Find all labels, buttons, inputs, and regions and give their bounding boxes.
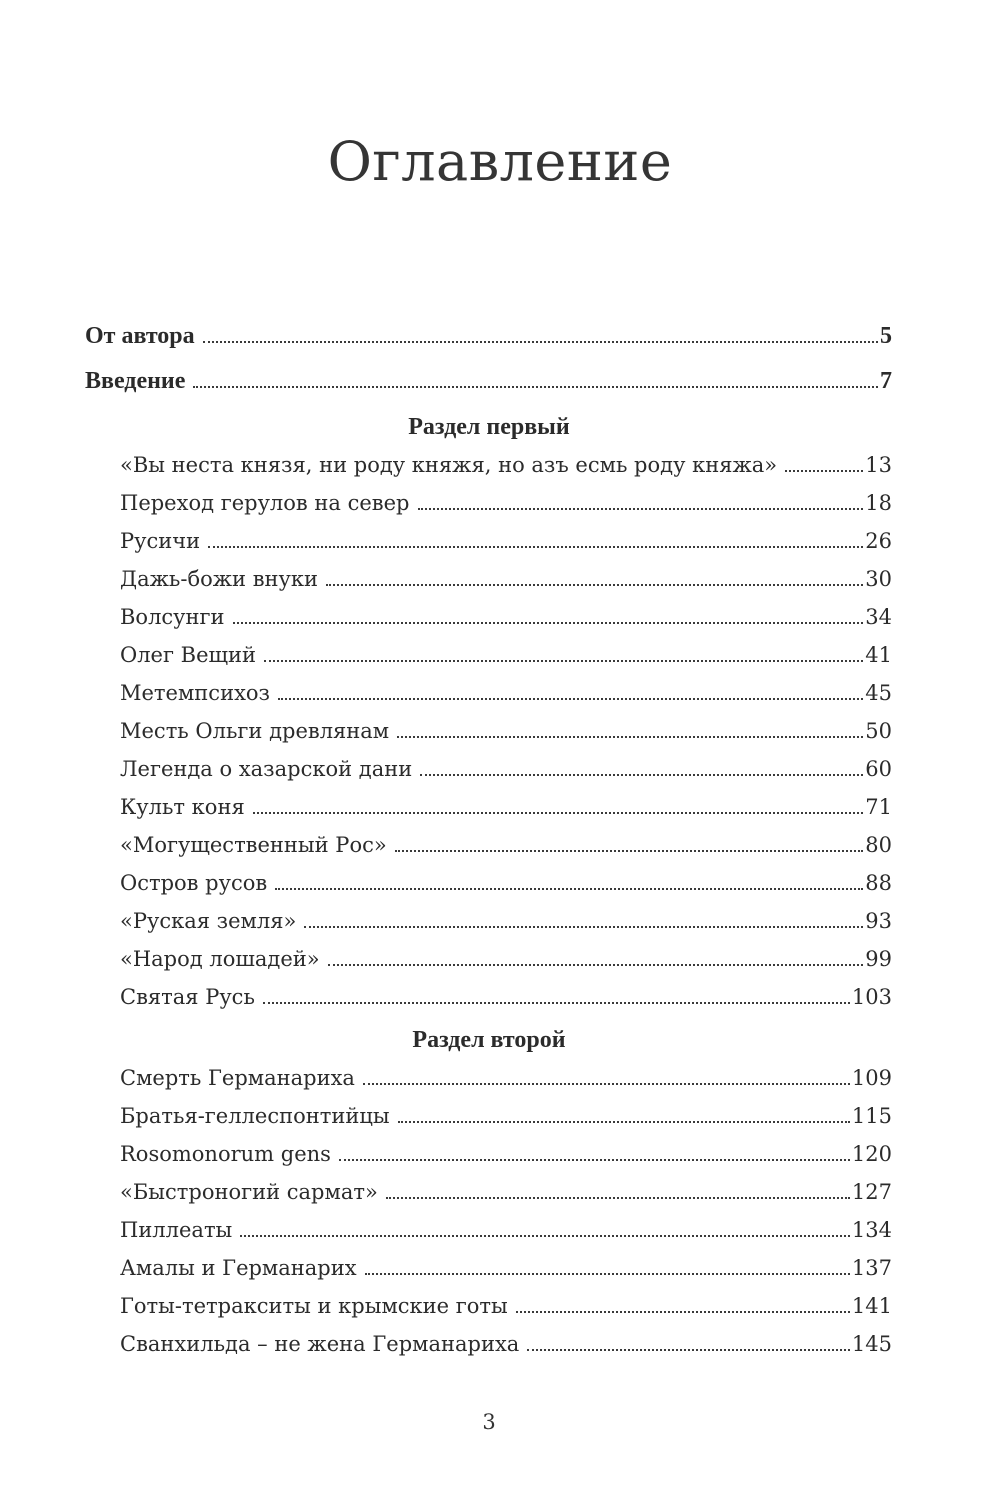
toc-leader-dots [304, 926, 863, 928]
toc-entry-page: 34 [865, 605, 892, 629]
toc-entry-page: 18 [865, 491, 892, 515]
toc-entry-page: 137 [851, 1256, 892, 1280]
toc-entry[interactable] [120, 675, 892, 711]
toc-entry[interactable] [120, 789, 892, 825]
toc-entry[interactable] [120, 1098, 892, 1134]
toc-entry[interactable] [120, 447, 892, 483]
toc-entry[interactable] [120, 1250, 892, 1286]
toc-entry-page: 13 [865, 453, 892, 477]
section-heading-first: Раздел первый [408, 414, 570, 440]
toc-leader-dots [193, 386, 878, 388]
toc-leader-dots [363, 1083, 850, 1085]
toc-entry[interactable] [120, 903, 892, 939]
toc-entry[interactable] [120, 1060, 892, 1096]
toc-leader-dots [339, 1159, 850, 1161]
toc-entry-page: 93 [865, 909, 892, 933]
toc-entry-title: «Народ лошадей» [120, 947, 320, 971]
toc-leader-dots [240, 1235, 850, 1237]
toc-leader-dots [203, 341, 878, 343]
toc-entry[interactable] [120, 561, 892, 597]
toc-entry-page: 50 [865, 719, 892, 743]
toc-entry-title: Дажь-божи внуки [120, 567, 319, 591]
toc-entry-from-author[interactable] [85, 318, 892, 354]
toc-entry-title: Легенда о хазарской дани [120, 757, 413, 781]
toc-entry-page: 80 [865, 833, 892, 857]
toc-entry-title: Культ коня [120, 795, 245, 819]
toc-entry-page: 127 [851, 1180, 892, 1204]
toc-leader-dots [263, 1002, 850, 1004]
toc-entry-page: 145 [851, 1332, 892, 1356]
toc-entry-title: Метемпсихоз [120, 681, 271, 705]
toc-leader-dots [208, 546, 863, 548]
toc-entry-page: 60 [865, 757, 892, 781]
toc-entry[interactable] [120, 827, 892, 863]
toc-leader-dots [328, 964, 864, 966]
toc-entry[interactable] [120, 1326, 892, 1362]
toc-entry-page: 109 [851, 1066, 892, 1090]
toc-entry-page: 99 [865, 947, 892, 971]
toc-leader-dots [527, 1349, 850, 1351]
toc-entry-page: 7 [880, 368, 892, 394]
toc-leader-dots [386, 1197, 850, 1199]
toc-leader-dots [365, 1273, 850, 1275]
toc-entry-page: 30 [865, 567, 892, 591]
toc-entry-page: 45 [865, 681, 892, 705]
toc-entry-introduction[interactable] [85, 363, 892, 399]
toc-leader-dots [233, 622, 864, 624]
page-number: 3 [482, 1410, 496, 1434]
toc-entry-title: «Быстроногий сармат» [120, 1180, 378, 1204]
toc-entry-title: «Вы неста князя, ни роду княжя, но азъ есмь роду княжа» [120, 453, 778, 477]
toc-entry-title: От автора [85, 323, 195, 349]
toc-entry[interactable] [120, 865, 892, 901]
toc-entry-page: 88 [865, 871, 892, 895]
toc-entry-title: Готы-тетракситы и крымские готы [120, 1294, 508, 1318]
toc-leader-dots [264, 660, 863, 662]
toc-entry-title: Пиллеаты [120, 1218, 233, 1242]
toc-entry-page: 115 [851, 1104, 892, 1128]
toc-entry[interactable] [120, 1174, 892, 1210]
toc-entry-title: Братья-геллеспонтийцы [120, 1104, 390, 1128]
toc-leader-dots [275, 888, 863, 890]
page-title: Оглавление [327, 130, 673, 193]
toc-entry-page: 103 [851, 985, 892, 1009]
toc-entry[interactable] [120, 1288, 892, 1324]
toc-leader-dots [278, 698, 863, 700]
toc-entry-title: Олег Вещий [120, 643, 257, 667]
toc-leader-dots [420, 774, 863, 776]
toc-leader-dots [785, 470, 863, 472]
toc-entry-title: Остров русов [120, 871, 268, 895]
toc-entry-title: Rosomonorum gens [120, 1142, 331, 1166]
toc-entry-title: Русичи [120, 529, 201, 553]
toc-leader-dots [395, 850, 864, 852]
toc-entry[interactable] [120, 713, 892, 749]
toc-entry[interactable] [120, 523, 892, 559]
toc-entry[interactable] [120, 637, 892, 673]
toc-entry-title: Месть Ольги древлянам [120, 719, 390, 743]
toc-leader-dots [418, 508, 864, 510]
toc-entry-title: «Руская земля» [120, 909, 297, 933]
toc-entry-page: 5 [880, 323, 892, 349]
toc-entry-page: 71 [865, 795, 892, 819]
toc-entry-page: 134 [851, 1218, 892, 1242]
toc-entry[interactable] [120, 599, 892, 635]
toc-entry-title: Святая Русь [120, 985, 255, 1009]
toc-entry[interactable] [120, 751, 892, 787]
toc-entry-title: Волсунги [120, 605, 225, 629]
toc-leader-dots [398, 1121, 850, 1123]
toc-entry-title: Смерть Германариха [120, 1066, 355, 1090]
toc-entry[interactable] [120, 485, 892, 521]
toc-entry-page: 26 [865, 529, 892, 553]
toc-leader-dots [516, 1311, 850, 1313]
toc-entry-title: Сванхильда – не жена Германариха [120, 1332, 520, 1356]
toc-entry-page: 41 [865, 643, 892, 667]
toc-entry[interactable] [120, 979, 892, 1015]
toc-entry[interactable] [120, 1136, 892, 1172]
toc-entry-title: Амалы и Германарих [120, 1256, 357, 1280]
section-heading-second: Раздел второй [412, 1027, 566, 1053]
toc-entry-title: Введение [85, 368, 186, 394]
toc-entry-title: Переход герулов на север [120, 491, 410, 515]
toc-entry[interactable] [120, 941, 892, 977]
toc-entry-page: 141 [851, 1294, 892, 1318]
toc-leader-dots [397, 736, 863, 738]
toc-leader-dots [253, 812, 864, 814]
toc-entry[interactable] [120, 1212, 892, 1248]
toc-entry-page: 120 [851, 1142, 892, 1166]
toc-leader-dots [326, 584, 863, 586]
toc-entry-title: «Могущественный Рос» [120, 833, 387, 857]
